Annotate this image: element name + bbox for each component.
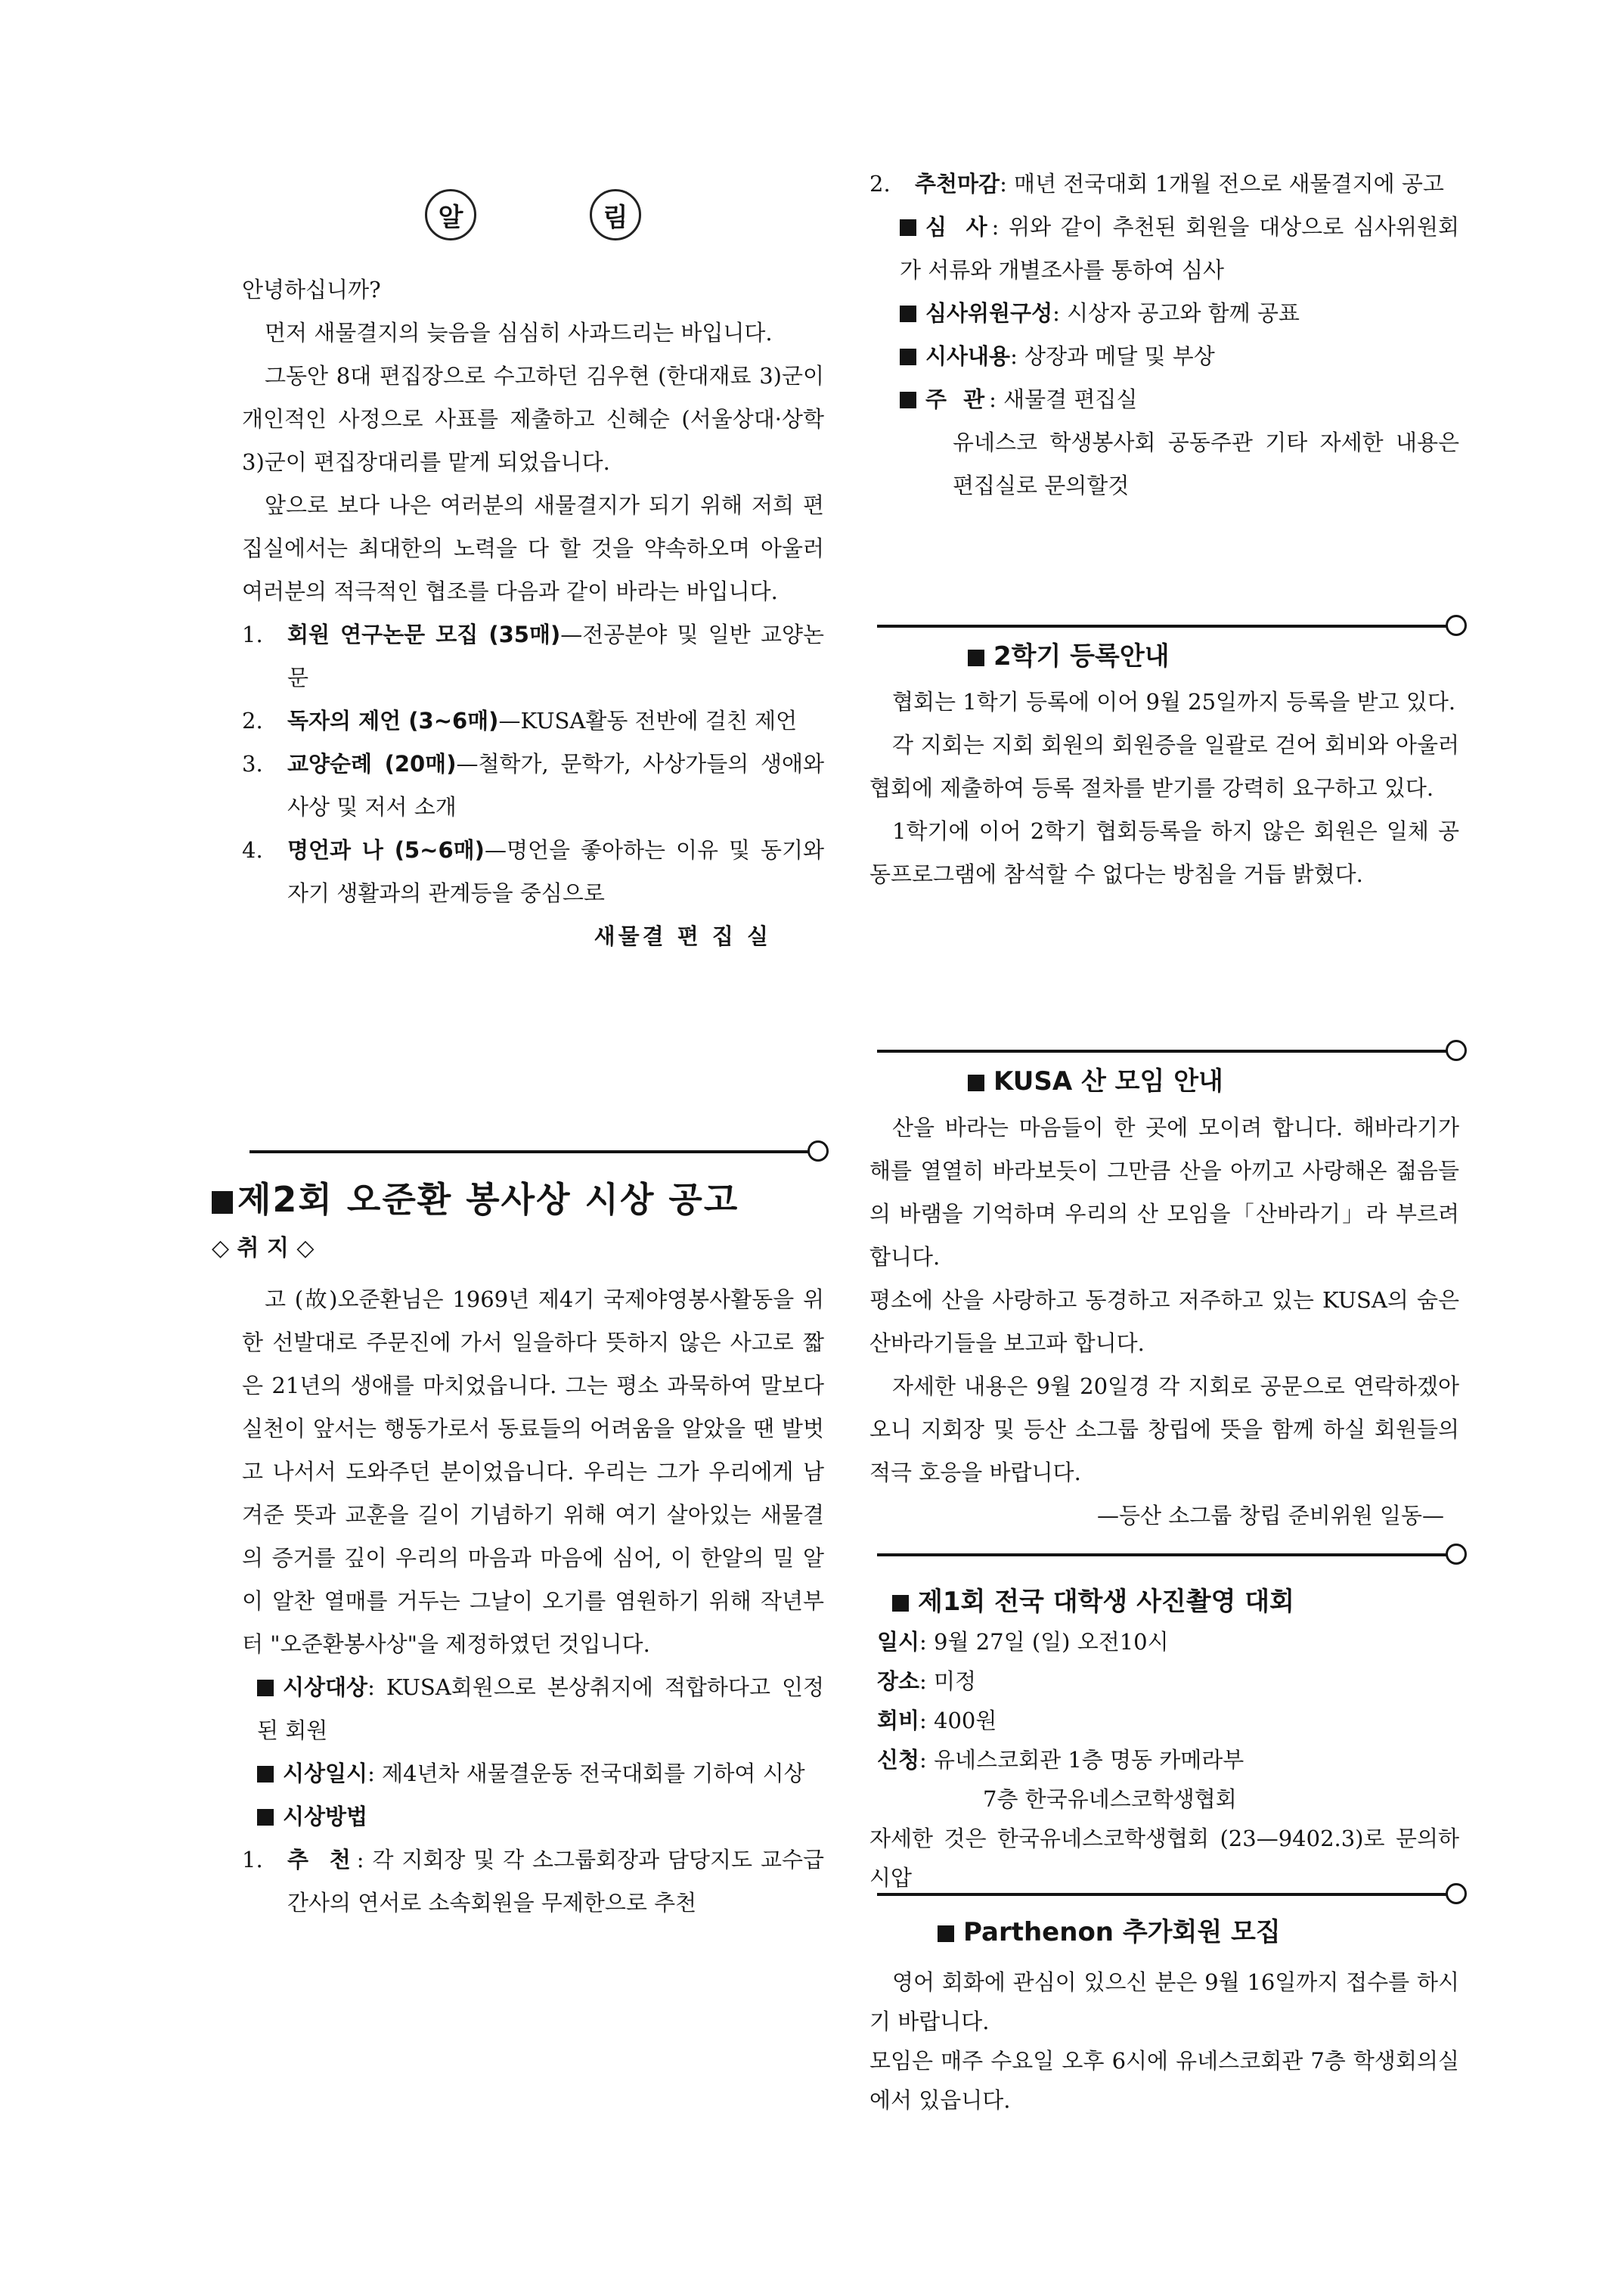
mountain-title: KUSA 산 모임 안내 xyxy=(968,1060,1223,1097)
award-body-continued xyxy=(869,163,1459,507)
award-host-detail: 유네스코 학생봉사회 공동주관 기타 자세한 내용은 편집실로 문의할것 xyxy=(953,430,1459,498)
photo-row-extra: 7층 한국유네스코학생협회 xyxy=(983,1786,1237,1812)
award-content: 시사내용: 상장과 메달 및 부상 xyxy=(869,335,1459,378)
parthenon-title: Parthenon 추가회원 모집 xyxy=(938,1911,1281,1948)
notice-item: 4. 명언과 나 (5~6매)—명언을 좋아하는 이유 및 동기와 자기 생활과의 관계등을 중심으로 xyxy=(242,837,824,906)
notice-item: 3. 교양순례 (20매)—철학가, 문학가, 사상가들의 생애와 사상 및 저서 소개 xyxy=(242,751,824,820)
photo-note: 자세한 것은 한국유네스코학생협회 (23—9402.3)로 문의하시압 xyxy=(869,1826,1459,1891)
notice-paragraph: 앞으로 보다 나은 여러분의 새물결지가 되기 위해 저희 편집실에서는 최대한의 노력을 다 할 것을 약속하오며 아울러 여러분의 적극적인 협조를 다음과 같이 바라는 바입니다. xyxy=(242,492,824,604)
award-method-item: 2. 추천마감: 매년 전국대회 1개월 전으로 새물결지에 공고 xyxy=(869,171,1444,197)
award-committee: 심사위원구성: 시상자 공고와 함께 공표 xyxy=(869,292,1459,335)
award-title: 제2회 오준환 봉사상 시상 공고 xyxy=(212,1172,832,1222)
mountain-signature: —등산 소그룹 창립 준비위원 일동— xyxy=(1096,1503,1444,1528)
registration-paragraph: 각 지회는 지회 회원의 회원증을 일괄로 걷어 회비와 아울러 협회에 제출하여 등록 절차를 받기를 강력히 요구하고 있다. xyxy=(869,732,1459,801)
mountain-paragraph: 산을 바라는 마음들이 한 곳에 모이려 합니다. 해바라기가 해를 열열히 바라보듯이 그만큼 산을 아끼고 사랑해온 젊음들의 바램을 기억하며 우리의 산 모임을「산바라기」라 부르려 합니다. xyxy=(869,1115,1459,1270)
square-bullet-icon xyxy=(900,306,916,322)
square-bullet-icon xyxy=(257,1766,274,1783)
photo-row: 장소: 미정 xyxy=(877,1668,977,1694)
award-method: 시상방법 xyxy=(242,1795,824,1838)
square-bullet-icon xyxy=(938,1925,954,1942)
square-bullet-icon xyxy=(968,1075,984,1091)
divider xyxy=(250,1150,809,1153)
square-bullet-icon xyxy=(900,219,916,236)
notice-heading xyxy=(242,189,824,240)
parthenon-paragraph: 모임은 매주 수요일 오후 6시에 유네스코회관 7층 학생회의실에서 있읍니다. xyxy=(869,2048,1459,2113)
notice-paragraph: 그동안 8대 편집장으로 수고하던 김우현 (한대재료 3)군이 개인적인 사정으로 사표를 제출하고 신혜순 (서울상대·상학 3)군이 편집장대리를 맡게 되었읍니다. xyxy=(242,363,824,475)
award-subtitle: ◇ 취 지 ◇ xyxy=(212,1235,315,1261)
square-bullet-icon xyxy=(968,650,984,666)
divider xyxy=(877,1553,1448,1556)
award-target: 시상대상: KUSA회원으로 본상취지에 적합하다고 인정된 회원 xyxy=(257,1674,824,1743)
notice-heading-char: 림 xyxy=(590,189,641,240)
divider-end xyxy=(1446,1883,1467,1904)
square-bullet-icon xyxy=(212,1191,233,1214)
divider xyxy=(877,625,1448,628)
divider-end xyxy=(1446,615,1467,636)
parthenon-body xyxy=(869,1962,1459,2120)
photo-row: 회비: 400원 xyxy=(877,1708,997,1733)
square-bullet-icon xyxy=(892,1595,909,1612)
notice-heading-char: 알 xyxy=(425,189,476,240)
divider xyxy=(877,1893,1448,1896)
parthenon-paragraph: 영어 회화에 관심이 있으신 분은 9월 16일까지 접수를 하시기 바랍니다. xyxy=(869,1969,1459,2034)
square-bullet-icon xyxy=(257,1809,274,1826)
notice-item: 2. 독자의 제언 (3~6매)—KUSA활동 전반에 걸친 제언 xyxy=(242,708,798,734)
square-bullet-icon xyxy=(900,392,916,408)
notice-paragraph: 먼저 새물결지의 늦음을 심심히 사과드리는 바입니다. xyxy=(265,320,773,346)
divider-end xyxy=(1446,1544,1467,1565)
registration-paragraph: 협회는 1학기 등록에 이어 9월 25일까지 등록을 받고 있다. xyxy=(892,689,1456,715)
mountain-paragraph: 자세한 내용은 9월 20일경 각 지회로 공문으로 연락하겠아오니 지회장 및 등산 소그룹 창립에 뜻을 함께 하실 회원들의 적극 호응을 바랍니다. xyxy=(869,1373,1459,1485)
award-host: 주 관: 새물결 편집실 xyxy=(869,378,1459,421)
registration-paragraph: 1학기에 이어 2학기 협회등록을 하지 않은 회원은 일체 공동프로그램에 참석할 수 없다는 방침을 거듭 밝혔다. xyxy=(869,818,1459,887)
award-method-item: 1. 추 천: 각 지회장 및 각 소그룹회장과 담당지도 교수급 간사의 연서로 소속회원을 무제한으로 추천 xyxy=(242,1847,824,1916)
mountain-paragraph: 평소에 산을 사랑하고 동경하고 저주하고 있는 KUSA의 숨은 산바라기들을 보고파 합니다. xyxy=(869,1287,1459,1356)
photo-title: 제1회 전국 대학생 사진촬영 대회 xyxy=(892,1581,1294,1618)
award-review: 심 사: 위와 같이 추천된 회원을 대상으로 심사위원회가 서류와 개별조사를 통하여 심사 xyxy=(900,214,1460,283)
registration-title: 2학기 등록안내 xyxy=(968,635,1170,672)
award-paragraph: 고 (故)오준환님은 1969년 제4기 국제야영봉사활동을 위한 선발대로 주문진에 가서 일을하다 뜻하지 않은 사고로 짧은 21년의 생애를 마치었읍니다. 그는 평소 과묵하여 말보다 실천이 앞서는 행동가로서 동료들의 어려움을 알았을 땐 발벗고 나서서 도와주던 분이었읍니다. 우리는 그가 우리에게 남겨준 뜻과 교훈을 길이 기념하기 위해 여기 살아있는 새물결의 증거를 깊이 우리의 마음과 마음에 심어, 이 한알의 밀 알이 알찬 열매를 거두는 그날이 오기를 염원하기 위해 작년부터 "오준환봉사상"을 제정하였던 것입니다. xyxy=(242,1286,824,1657)
notice-greeting: 안녕하십니까? xyxy=(242,277,381,303)
photo-body xyxy=(869,1622,1459,1897)
mountain-body xyxy=(869,1106,1459,1537)
divider xyxy=(877,1050,1448,1053)
award-date: 시상일시: 제4년차 새물결운동 전국대회를 기하여 시상 xyxy=(242,1752,824,1795)
notice-item: 1. 회원 연구논문 모집 (35매)—전공분야 및 일반 교양논문 xyxy=(242,622,825,690)
photo-row: 신청: 유네스코회관 1층 명동 카메라부 xyxy=(877,1747,1244,1773)
divider-end xyxy=(807,1140,829,1162)
notice-signature: 새물결 편 집 실 xyxy=(594,923,771,949)
divider-end xyxy=(1446,1040,1467,1061)
notice-body xyxy=(242,268,824,958)
award-body xyxy=(242,1278,824,1925)
square-bullet-icon xyxy=(257,1680,274,1696)
registration-body xyxy=(869,681,1459,896)
photo-row: 일시: 9월 27일 (일) 오전10시 xyxy=(877,1629,1169,1655)
square-bullet-icon xyxy=(900,349,916,365)
